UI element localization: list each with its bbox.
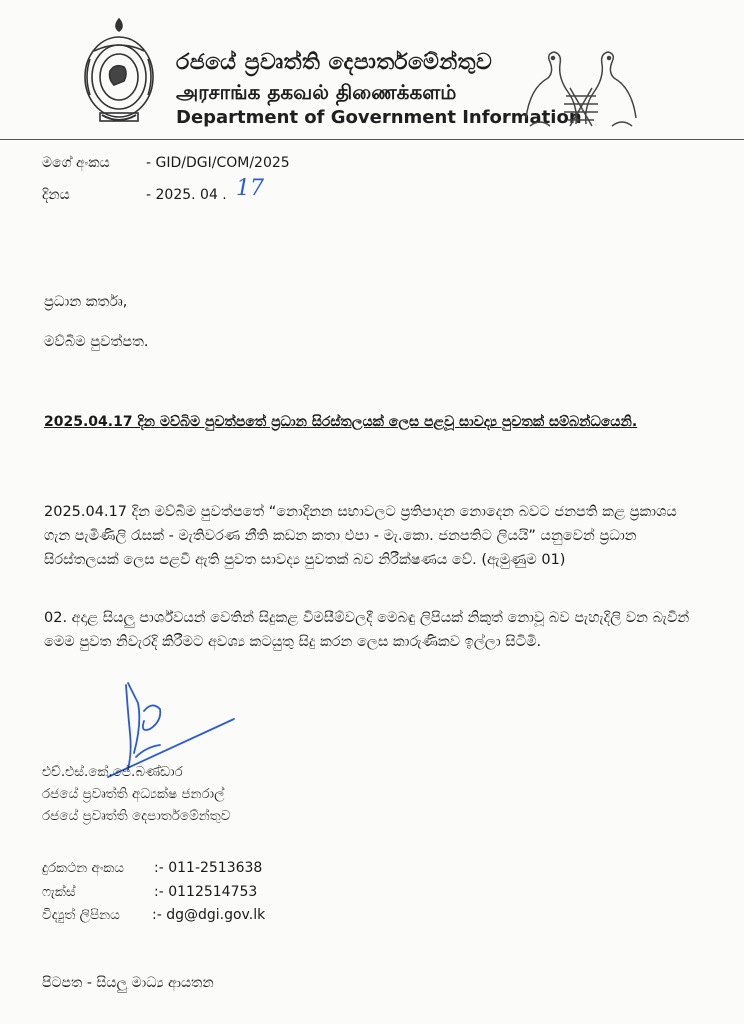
reference-value: - GID/DGI/COM/2025 — [146, 155, 290, 171]
copy-to-line: පිටපත - සියලු මාධ්‍ය ආයතන — [42, 975, 214, 991]
signatory-name: එච්.එස්.කේ.ජේ.බණ්ඩාර — [42, 764, 183, 780]
email-label: විද්‍යුත් ලිපිනය — [42, 907, 120, 923]
fax-value: :- 0112514753 — [154, 884, 258, 900]
date-value: - 2025. 04 . — [146, 187, 227, 203]
phone-value: :- 011-2513638 — [154, 860, 263, 876]
phone-label: දුරකථන අංකය — [42, 860, 124, 876]
reference-label: මගේ අංකය — [42, 155, 110, 171]
org-name-english: Department of Government Information — [176, 107, 582, 128]
swan-ornament-icon — [520, 48, 642, 132]
date-label: දිනය — [42, 187, 70, 203]
org-name-tamil: அரசாங்க தகவல் திணைக்களம் — [176, 80, 457, 104]
date-handwritten-day: 17 — [236, 176, 264, 201]
org-name-sinhala: රජයේ ප්‍රවෘත්ති දෙපාර්තමේන්තුව — [176, 50, 493, 75]
signatory-title: රජයේ ප්‍රවෘත්ති අධ්‍යක්ෂ ජනරාල් — [42, 786, 225, 802]
letter-subject: 2025.04.17 දින මව්බිම පුවත්පතේ ප්‍රධාන සිරස්තලයක් ලෙස පළවූ සාවද්‍ය පුවතක් සම්බන්ධයෙනි. — [44, 414, 638, 430]
header-divider — [0, 139, 744, 140]
signatory-department: රජයේ ප්‍රවෘත්ති දෙපාර්තමේන්තුව — [42, 808, 231, 824]
recipient-title: ප්‍රධාන කර්තෘ, — [44, 294, 128, 310]
email-value: :- dg@dgi.gov.lk — [152, 907, 266, 923]
state-emblem-icon — [80, 15, 158, 130]
recipient-newspaper: මව්බිම පුවත්පත. — [44, 334, 149, 350]
body-paragraph-2: 02. අදාළ සියලු පාර්ශ්වයන් වෙතින් සිදුකළ විමසීම්වලදී මෙබඳු ලිපියක් නිකුත් නොවූ බව පැහැදිලි වන බැවින් මෙම පුවත නිවැරදි කිරීමට අවශ්‍ය කටයුතු සිදු කරන ලෙස කාරුණිකව ඉල්ලා සිටිමි. — [44, 610, 690, 650]
fax-label: ෆැක්ස් — [42, 884, 76, 900]
body-paragraph-1: 2025.04.17 දින මව්බිම පුවත්පතේ “නොදිනන සභාවලට ප්‍රතිපාදන නොදෙන බවට ජනපති කළ ප්‍රකාශය ගැන පැමිණිලි රැසක් - මැතිවරණ නීති කඩන කතා එපා - මැ.කො. ජනපතිට ලියයි” යනුවෙන් ප්‍රධාන සිරස්තලයක් ලෙස පළවී ඇති පුවත සාවද්‍ය පුවතක් බව නිරීක්ෂණය වේ. (ඇමුණුම 01) — [44, 504, 677, 568]
